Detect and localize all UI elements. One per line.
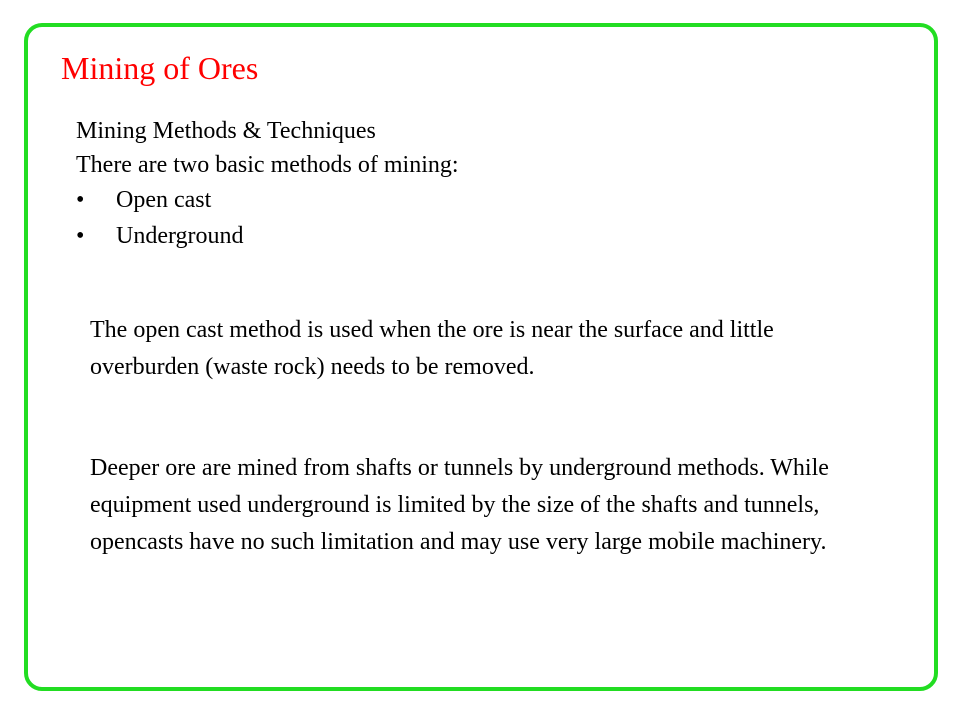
list-item: [76, 218, 459, 254]
underground-paragraph: Deeper ore are mined from shafts or tunnels by underground methods. While equipment used underground is limited by the size of the shafts and tunnels, opencasts have no such limitation and may use very large mobile machinery.: [90, 455, 829, 555]
section-heading: Mining Methods & Techniques: [76, 118, 376, 144]
open-cast-paragraph: The open cast method is used when the ore is near the surface and little overburden (waste rock) needs to be removed.: [90, 317, 774, 380]
bullet-icon: •: [76, 223, 85, 249]
list-item: [76, 182, 459, 218]
mining-methods-list: [76, 182, 459, 254]
bullet-icon: •: [76, 187, 85, 213]
slide-title: Mining of Ores: [61, 50, 259, 86]
section-subheading: There are two basic methods of mining:: [76, 152, 459, 178]
list-item-label: Open cast: [116, 187, 212, 213]
list-item-label: Underground: [116, 223, 244, 249]
intro-block: [76, 114, 459, 254]
